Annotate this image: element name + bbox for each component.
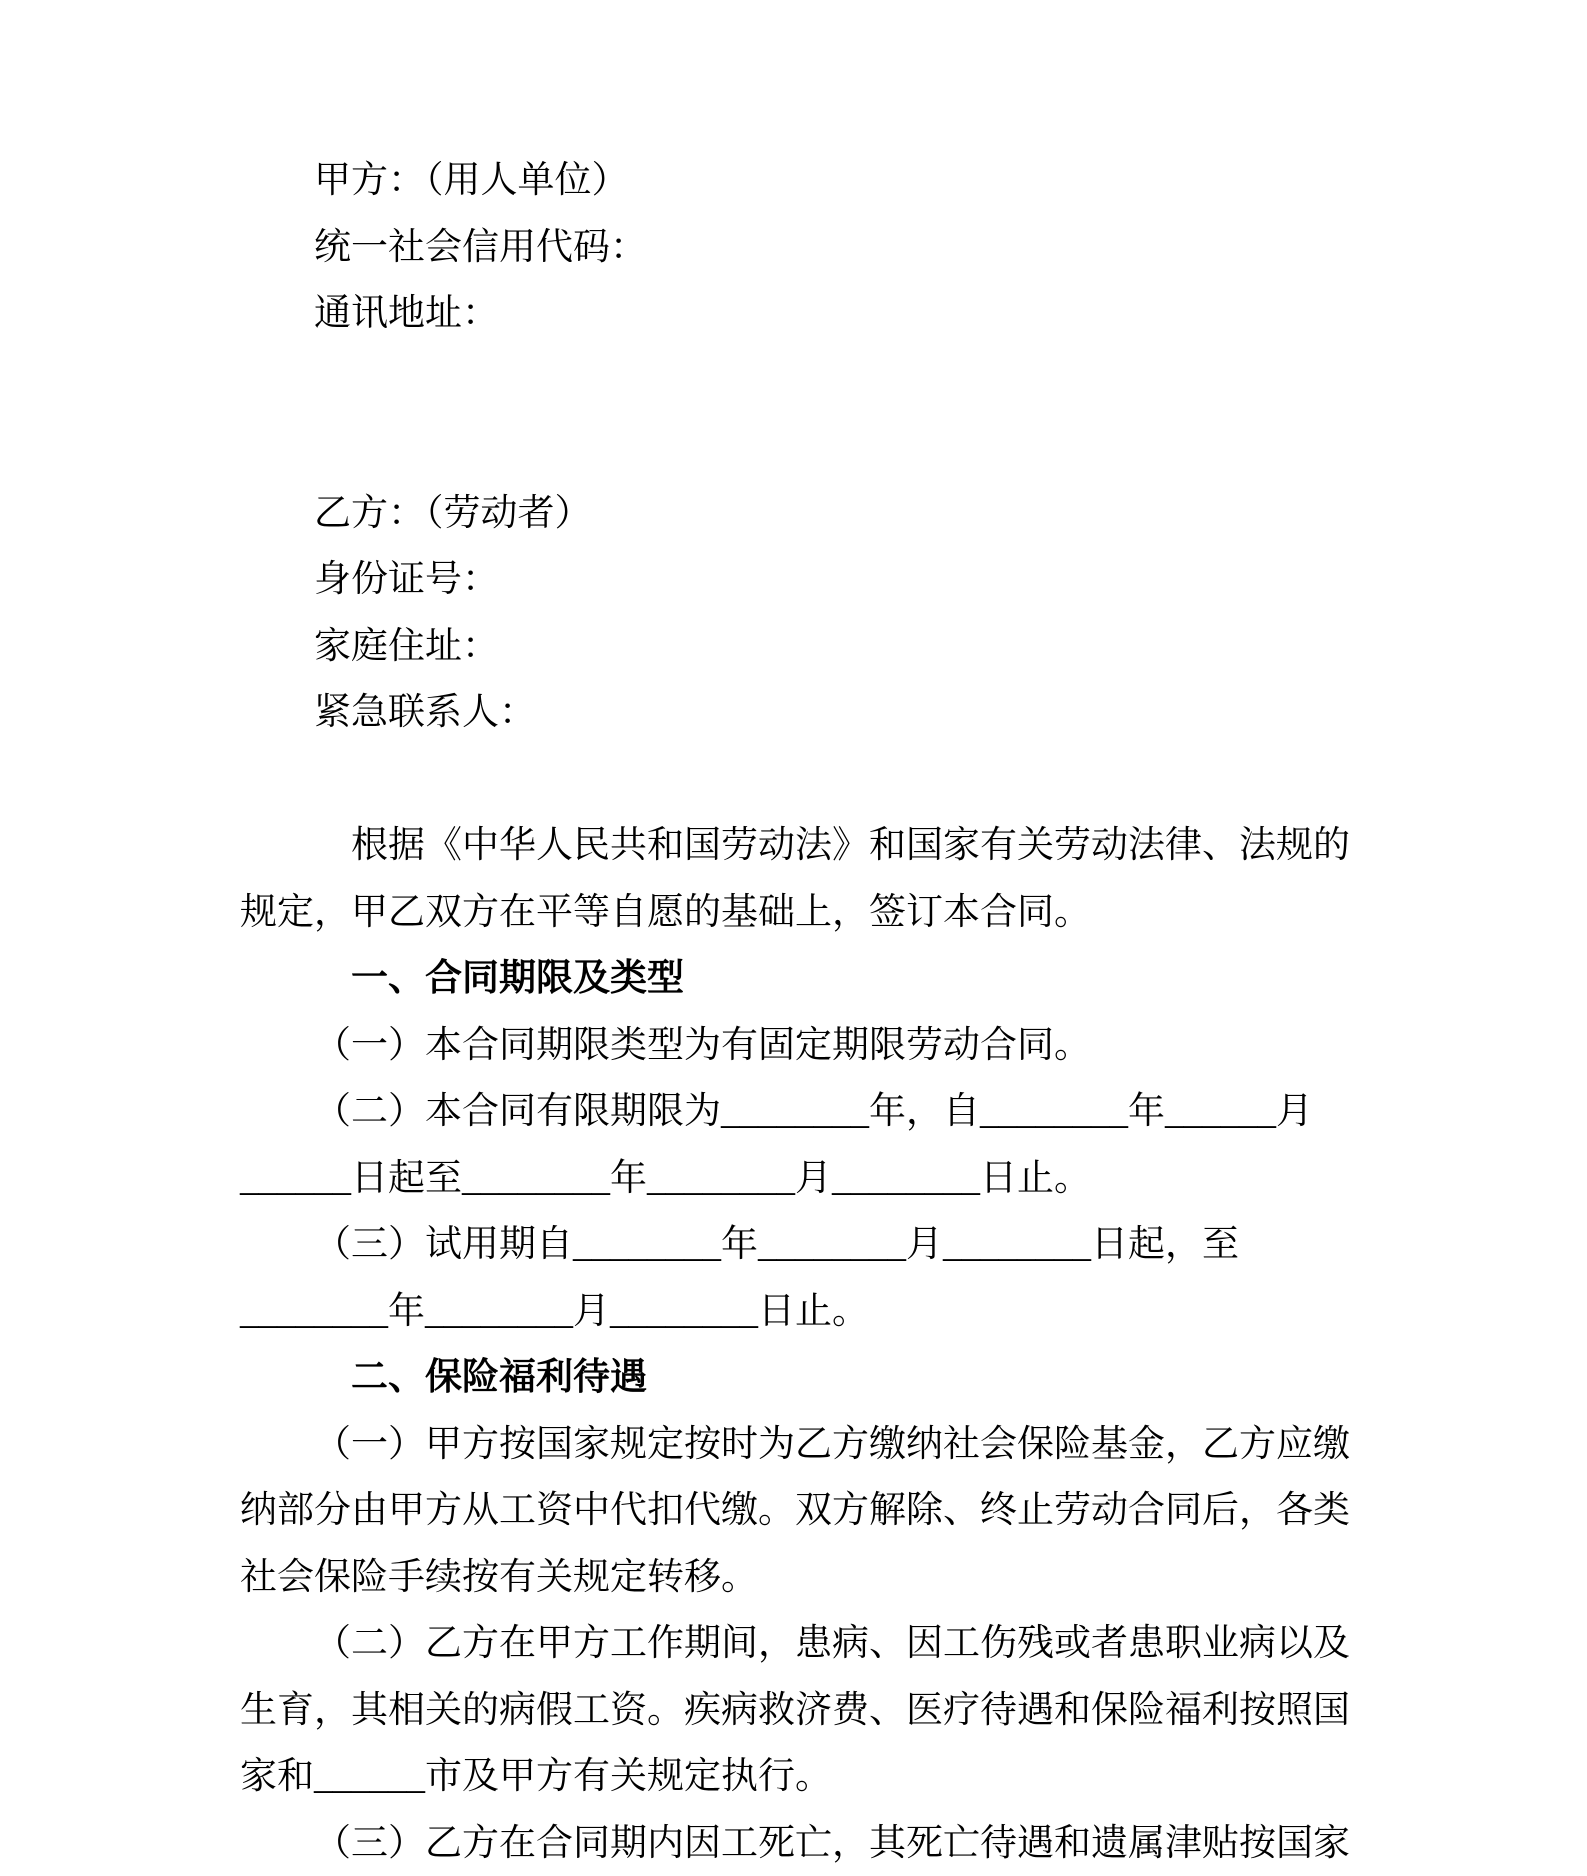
clause-1-1-line: （一）本合同期限类型为有固定期限劳动合同。: [314, 1024, 1091, 1066]
clause-1-2-continuation-line: ______日起至________年________月________日止。: [240, 1157, 1091, 1199]
clause-2-2-continuation-line: 生育，其相关的病假工资。疾病救济费、医疗待遇和保险福利按照国: [240, 1689, 1350, 1731]
clause-2-3-line: （三）乙方在合同期内因工死亡，其死亡待遇和遗属津贴按国家: [314, 1822, 1350, 1864]
party-b-home-address-label-line: 家庭住址：: [314, 625, 499, 667]
preamble-line: 根据《中华人民共和国劳动法》和国家有关劳动法律、法规的: [351, 825, 1350, 866]
clause-2-2-continuation-line: 家和______市及甲方有关规定执行。: [240, 1756, 832, 1797]
blank-line: [240, 348, 1357, 415]
blank-line: [240, 414, 1357, 481]
party-b-emergency-contact-label-line: 紧急联系人：: [314, 692, 536, 733]
clause-2-1-line: （一）甲方按国家规定按时为乙方缴纳社会保险基金，乙方应缴: [314, 1423, 1350, 1465]
clause-2-1-continuation-line: 纳部分由甲方从工资中代扣代缴。双方解除、终止劳动合同后，各类: [240, 1490, 1350, 1531]
party-a-credit-code-label-line: 统一社会信用代码：: [314, 226, 647, 268]
blank-line: [240, 747, 1357, 814]
clause-2-1-continuation-line: 社会保险手续按有关规定转移。: [240, 1556, 758, 1598]
party-b-label-line: 乙方：（劳动者）: [314, 492, 592, 534]
preamble-continuation-line: 规定，甲乙双方在平等自愿的基础上，签订本合同。: [240, 891, 1091, 933]
clause-2-2-line: （二）乙方在甲方工作期间，患病、因工伤残或者患职业病以及: [314, 1623, 1350, 1664]
section-2-heading-line: 二、保险福利待遇: [351, 1357, 647, 1398]
section-1-heading-line: 一、合同期限及类型: [351, 958, 684, 999]
clause-1-3-continuation-line: ________年________月________日止。: [240, 1290, 869, 1332]
party-a-label-line: 甲方：（用人单位）: [314, 160, 629, 201]
party-a-address-label-line: 通讯地址：: [314, 293, 499, 334]
party-b-id-label-line: 身份证号：: [314, 559, 499, 600]
clause-1-3-line: （三）试用期自________年________月________日起，至: [314, 1224, 1239, 1265]
clause-1-2-line: （二）本合同有限期限为________年，自________年______月: [314, 1091, 1313, 1132]
